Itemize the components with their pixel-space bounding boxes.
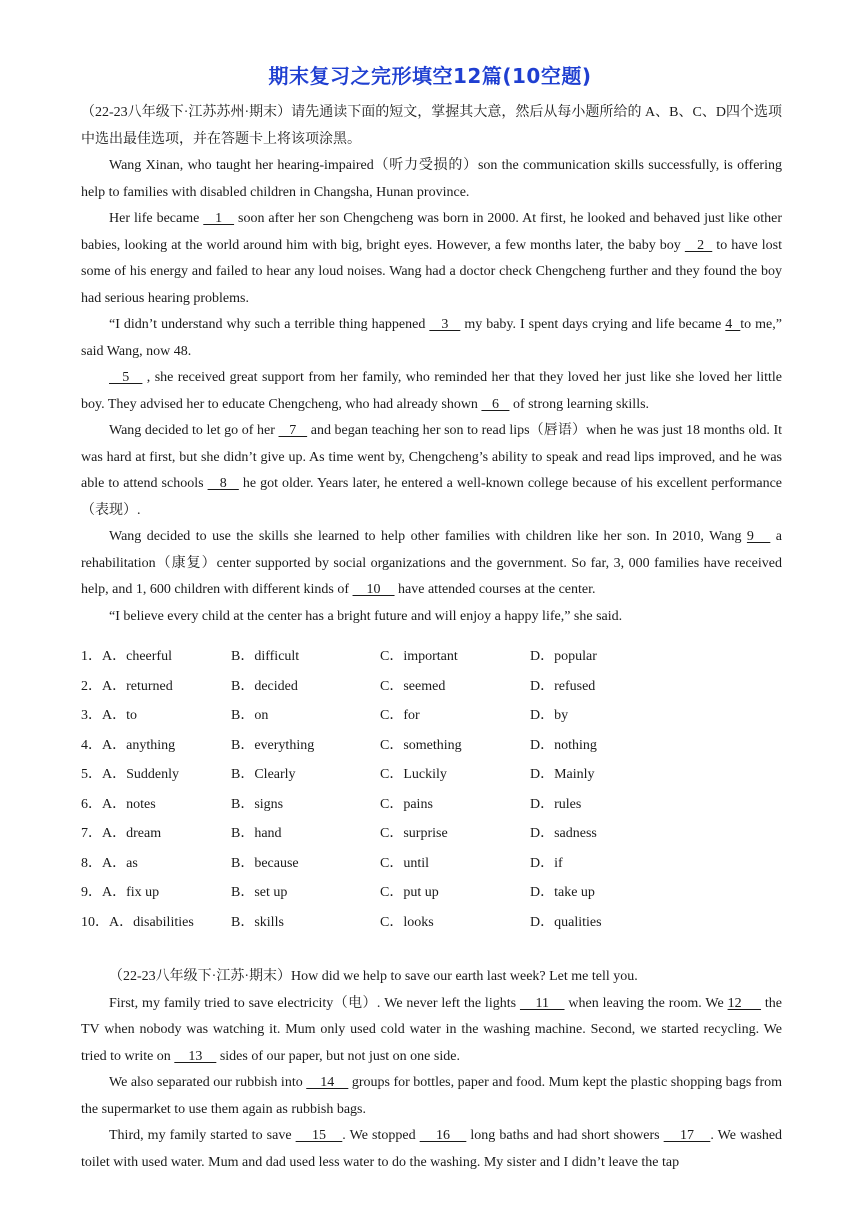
passage-1-paragraph: “I believe every child at the center has a bright future and will enjoy a happy life,” she said. — [109, 608, 623, 624]
answer-option[interactable]: D．nothing — [530, 737, 597, 753]
passage-1-instructions: 请先通读下面的短文，掌握其大意，然后从每小题所给的 A、B、C、D四个选项中选出最佳选项，并在答题卡上将该项涂黑。 — [81, 105, 782, 147]
passage-1 — [81, 100, 782, 630]
answer-blank: 2 — [684, 237, 713, 253]
answer-option[interactable]: D．Mainly — [530, 767, 595, 782]
question-row — [81, 790, 782, 820]
question-row — [81, 672, 782, 702]
passage-2-paragraph: Third, my family started to save 15 . We stopped 16 long baths and had short showers 17 . We washed toilet with used water. Mum and dad used less water to do the washing. My sister and I didn’t leave the tap — [81, 1128, 783, 1170]
passage-1-paragraph: Wang Xinan, who taught her hearing-impaired（听力受损的）son the communication skills successfully, is offering help to families with disabled children in Changsha, Hunan province. — [81, 158, 782, 200]
answer-blank: 9 — [746, 529, 771, 544]
answer-blank: 16 — [419, 1128, 467, 1143]
answer-blank: 10 — [352, 582, 395, 597]
question-options — [81, 642, 782, 937]
answer-blank: 17 — [663, 1128, 711, 1143]
passage-1-intro — [81, 100, 782, 153]
answer-option[interactable]: D．sadness — [530, 826, 597, 841]
question-row — [81, 878, 782, 908]
answer-option[interactable]: D．refused — [530, 678, 596, 694]
answer-blank: 4 — [725, 317, 741, 332]
answer-option[interactable]: B．on — [231, 708, 269, 723]
answer-option[interactable]: 1．A．cheerful — [81, 649, 172, 664]
answer-option[interactable]: C．until — [380, 855, 430, 871]
answer-option[interactable]: C．put up — [380, 885, 439, 900]
answer-option[interactable]: B．hand — [231, 826, 282, 841]
answer-option[interactable]: B．skills — [231, 914, 284, 930]
answer-option[interactable]: 2．A．returned — [81, 678, 173, 694]
passage-1-body — [81, 153, 782, 630]
answer-option[interactable]: 5．A．Suddenly — [81, 767, 179, 782]
passage-2-body — [81, 964, 782, 1176]
answer-option[interactable]: C．something — [380, 737, 462, 753]
answer-blank: 3 — [429, 317, 461, 332]
answer-option[interactable]: C．pains — [380, 796, 433, 812]
answer-option[interactable]: D．if — [530, 855, 563, 871]
answer-blank: 7 — [278, 423, 308, 438]
answer-option[interactable]: 6．A．notes — [81, 796, 156, 812]
answer-blank: 12 — [727, 995, 762, 1011]
question-row — [81, 760, 782, 790]
answer-blank: 14 — [306, 1075, 349, 1090]
answer-blank: 1 — [203, 211, 235, 226]
page-title: 期末复习之完形填空12篇(10空题) — [268, 64, 592, 88]
passage-2-paragraph: First, my family tried to save electricity（电）. We never left the lights 11 when leaving the room. We 12 the TV when nobody was watching it. Mum only used cold water in the washing machine. Second, we started recycling. We tried to write on 13 sides of our paper, but not just on one side. — [81, 995, 783, 1064]
answer-option[interactable]: B．signs — [231, 796, 284, 812]
answer-option[interactable]: B．decided — [231, 678, 298, 694]
answer-option[interactable]: B．everything — [231, 737, 315, 753]
passage-1-source: （22-23八年级下·江苏苏州·期末） — [81, 105, 292, 120]
answer-option[interactable]: 9．A．fix up — [81, 885, 160, 900]
passage-2-paragraph: （22-23八年级下·江苏·期末）How did we help to save our earth last week? Let me tell you. — [109, 969, 638, 984]
question-row — [81, 731, 782, 761]
passage-1-paragraph: 5 , she received great support from her family, who reminded her that they loved her just like she loved her little boy. They advised her to educate Chengcheng, who had already shown 6 of strong learning skills. — [81, 370, 783, 412]
answer-blank: 5 — [109, 370, 143, 385]
answer-blank: 8 — [207, 476, 239, 491]
question-row — [81, 908, 782, 938]
question-row — [81, 701, 782, 731]
answer-option[interactable]: 8．A．as — [81, 855, 138, 871]
question-row — [81, 819, 782, 849]
answer-option[interactable]: 3．A．to — [81, 708, 137, 723]
answer-option[interactable]: D．popular — [530, 649, 597, 664]
answer-option[interactable]: C．surprise — [380, 826, 448, 841]
answer-option[interactable]: C．for — [380, 708, 420, 723]
answer-option[interactable]: 10．A．disabilities — [81, 914, 194, 930]
answer-option[interactable]: C．looks — [380, 914, 434, 930]
answer-option[interactable]: D．rules — [530, 796, 582, 812]
question-row — [81, 642, 782, 672]
question-row — [81, 849, 782, 879]
passage-1-paragraph: Her life became 1 soon after her son Chengcheng was born in 2000. At first, he looked and behaved just like other babies, looking at the world around him with big, bright eyes. However, a few months later, the baby boy 2 to have lost some of his energy and failed to hear any loud noises. Wang had a doctor check Chengcheng further and they found the boy had serious hearing problems. — [81, 211, 783, 306]
answer-option[interactable]: C．Luckily — [380, 767, 447, 782]
answer-option[interactable]: D．take up — [530, 885, 595, 900]
answer-option[interactable]: B．because — [231, 855, 299, 871]
answer-blank: 13 — [174, 1048, 217, 1064]
passage-1-paragraph: Wang decided to use the skills she learned to help other families with children like her son. In 2010, Wang 9 a rehabilitation（康复）center supported by social organizations and the government. So far, 3, 000 families have received help, and 1, 600 children with different kinds of 10 have attended courses at the center. — [81, 529, 783, 597]
passage-2-paragraph: We also separated our rubbish into 14 groups for bottles, paper and food. Mum kept the plastic shopping bags from the supermarket to use them again as rubbish bags. — [81, 1075, 783, 1117]
passage-2 — [81, 964, 782, 1176]
passage-1-paragraph: “I didn’t understand why such a terrible thing happened 3 my baby. I spent days crying and life became 4 to me,” said Wang, now 48. — [81, 317, 782, 359]
answer-blank: 6 — [481, 396, 510, 412]
answer-option[interactable]: C．important — [380, 649, 458, 664]
answer-blank: 11 — [519, 995, 565, 1011]
answer-option[interactable]: B．Clearly — [231, 767, 296, 782]
answer-option[interactable]: 7．A．dream — [81, 826, 162, 841]
answer-option[interactable]: B．set up — [231, 885, 288, 900]
answer-option[interactable]: C．seemed — [380, 678, 446, 694]
answer-option[interactable]: 4．A．anything — [81, 737, 176, 753]
answer-blank: 15 — [295, 1128, 343, 1143]
answer-option[interactable]: D．by — [530, 708, 569, 723]
answer-option[interactable]: B．difficult — [231, 649, 300, 664]
answer-option[interactable]: D．qualities — [530, 914, 602, 930]
passage-1-paragraph: Wang decided to let go of her 7 and began teaching her son to read lips（唇语）when he was just 18 months old. It was hard at first, but she didn’t give up. As time went by, Chengcheng’s ability to speak and read lips improved, and he was able to attend schools 8 he got older. Years later, he entered a well-known college because of his excellent performance（表现）. — [81, 423, 782, 518]
